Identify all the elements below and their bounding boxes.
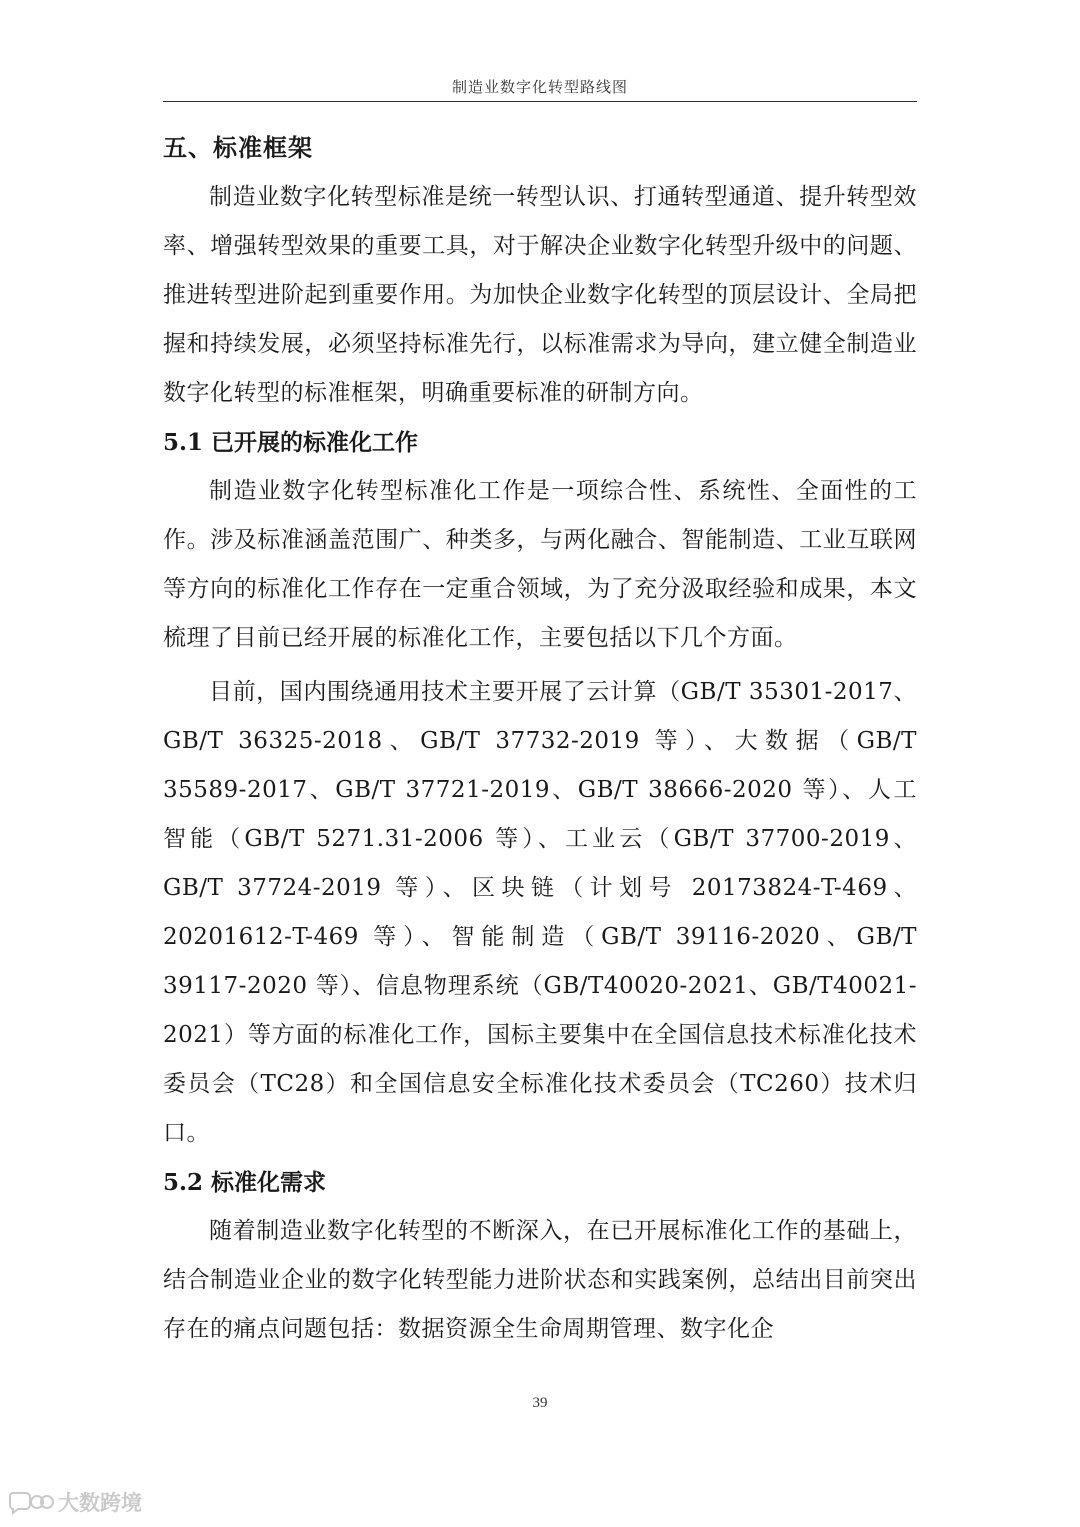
header-rule: [163, 101, 917, 102]
speech-bubble-logo-icon: [8, 1489, 54, 1515]
subsection-heading-5-2: 5.2 标准化需求: [163, 1169, 327, 1196]
subsection-heading-5-1: 5.1 已开展的标准化工作: [163, 429, 419, 456]
page-number: 39: [532, 1395, 548, 1411]
watermark-text: 大数跨境: [58, 1491, 142, 1515]
page-content: [163, 123, 917, 1354]
running-header: 制造业数字化转型路线图: [451, 78, 628, 96]
subsection-5-1-paragraph-2: 目前，国内围绕通用技术主要开展了云计算（GB/T 35301-2017、GB/T 36325-2018、GB/T 37732-2019 等）、大数据（GB/T 35589-2017、GB/T 37721-2019、GB/T 38666-2020 等）、人工智能（GB/T 5271.31-2006 等）、工业云（GB/T 37700-2019、GB/T 37724-2019 等）、区块链（计划号 20173824-T-469、20201612-T-469 等）、智能制造（GB/T 39116-2020、GB/T 39117-2020 等）、信息物理系统（GB/T40020-2021、GB/T40021-2021）等方面的标准化工作，国标主要集中在全国信息技术标准化技术委员会（TC28）和全国信息安全标准化技术委员会（TC260）技术归口。: [163, 679, 917, 1146]
section-heading: 五、标准框架: [163, 134, 313, 162]
subsection-5-2-paragraph: 随着制造业数字化转型的不断深入，在已开展标准化工作的基础上，结合制造业企业的数字化转型能力进阶状态和实践案例，总结出目前突出存在的痛点问题包括：数据资源全生命周期管理、数字化企: [163, 1218, 917, 1342]
subsection-5-1-paragraph-1: 制造业数字化转型标准化工作是一项综合性、系统性、全面性的工作。涉及标准涵盖范围广、种类多，与两化融合、智能制造、工业互联网等方向的标准化工作存在一定重合领域，为了充分汲取经验和成果，本文梳理了目前已经开展的标准化工作，主要包括以下几个方面。: [163, 478, 917, 651]
watermark: [8, 1487, 142, 1517]
section-intro-paragraph: 制造业数字化转型标准是统一转型认识、打通转型通道、提升转型效率、增强转型效果的重要工具，对于解决企业数字化转型升级中的问题、推进转型进阶起到重要作用。为加快企业数字化转型的顶层设计、全局把握和持续发展，必须坚持标准先行，以标准需求为导向，建立健全制造业数字化转型的标准框架，明确重要标准的研制方向。: [163, 184, 917, 406]
